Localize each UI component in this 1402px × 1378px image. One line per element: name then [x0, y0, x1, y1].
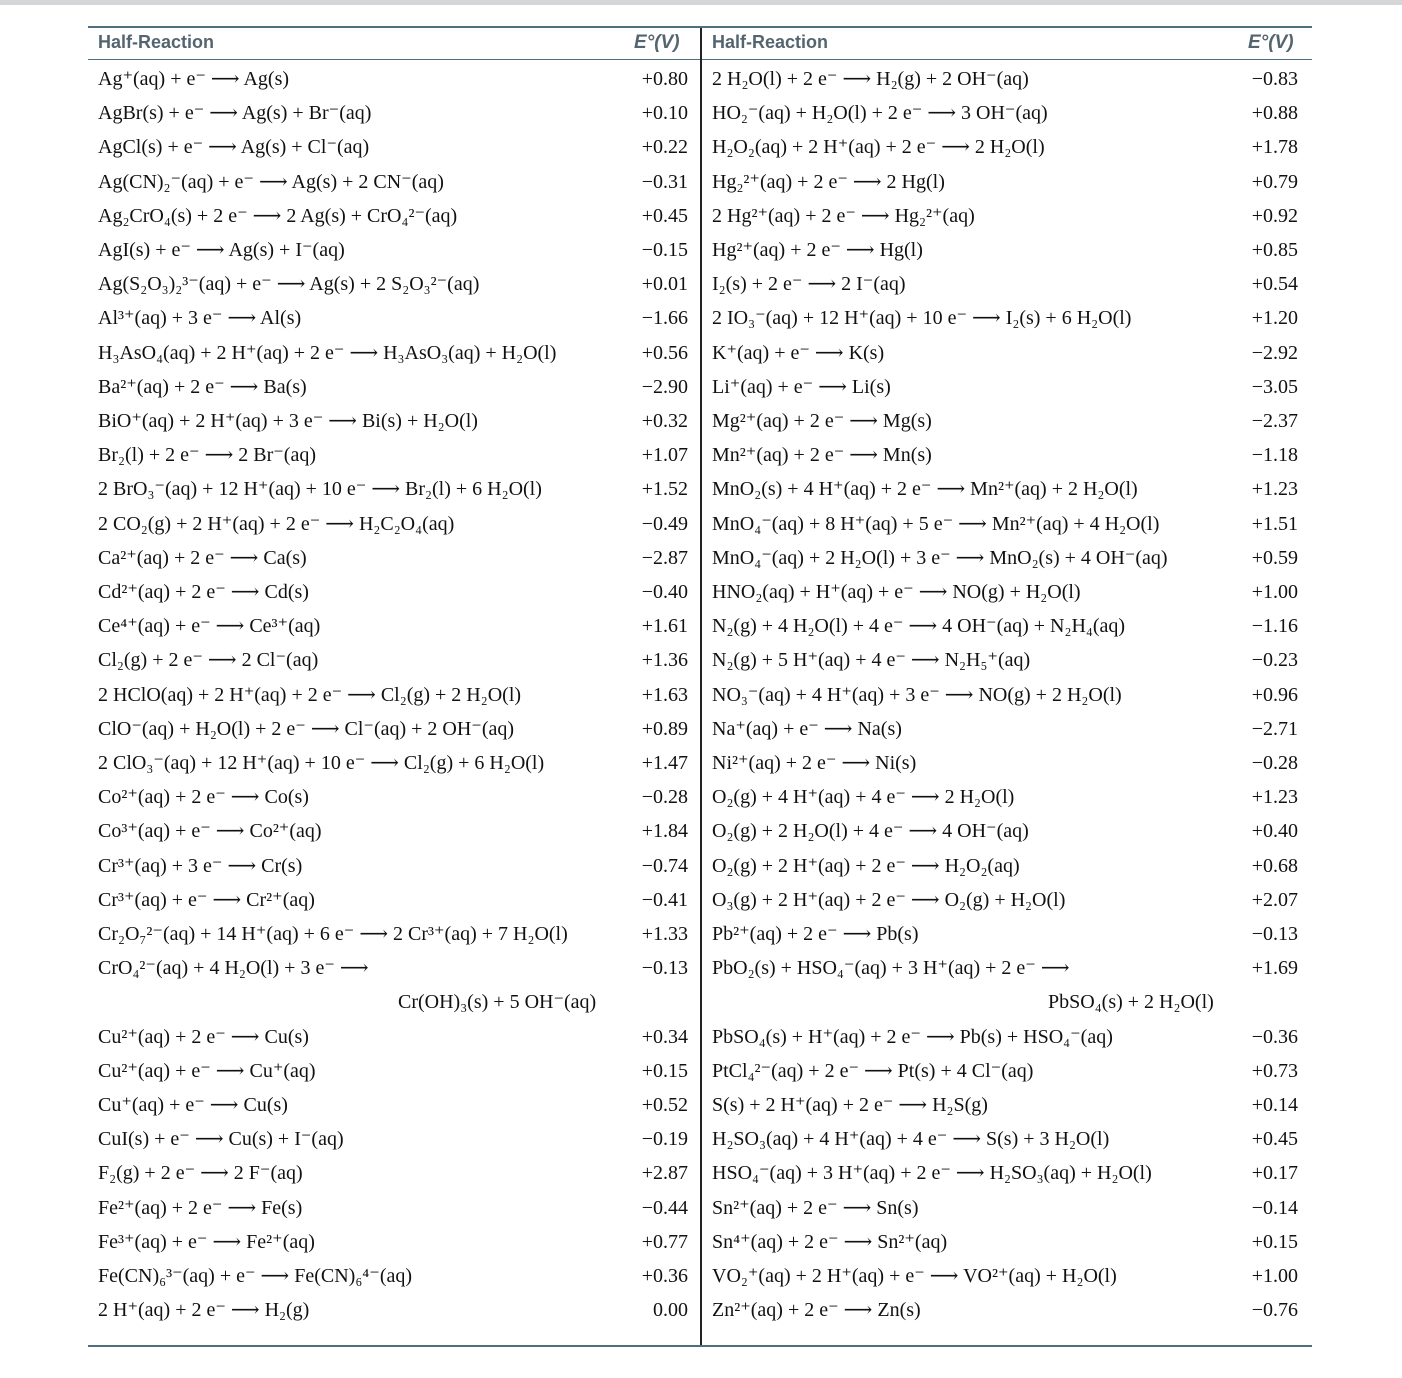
half-reaction: NO₃⁻(aq) + 4 H⁺(aq) + 3 e⁻ ⟶ NO(g) + 2 H₂O(l): [712, 683, 1122, 706]
standard-potential: +1.36: [641, 649, 688, 672]
half-reaction: Cl₂(g) + 2 e⁻ ⟶ 2 Cl⁻(aq): [98, 649, 319, 672]
standard-potential: −1.66: [641, 307, 688, 330]
standard-potential: −1.16: [1251, 615, 1298, 638]
header-half-reaction-left: Half-Reaction: [98, 32, 215, 52]
header-potential-left: E°(V): [634, 32, 680, 53]
standard-potential: +0.40: [1251, 820, 1298, 843]
half-reaction-continuation: Cr(OH)₃(s) + 5 OH⁻(aq): [398, 991, 597, 1014]
half-reaction: Cu²⁺(aq) + 2 e⁻ ⟶ Cu(s): [98, 1025, 309, 1048]
table-row: [88, 199, 1312, 233]
half-reaction: Co²⁺(aq) + 2 e⁻ ⟶ Co(s): [98, 786, 309, 809]
standard-potential: +1.69: [1251, 957, 1298, 980]
half-reaction: PbO₂(s) + HSO₄⁻(aq) + 3 H⁺(aq) + 2 e⁻ ⟶: [712, 957, 1070, 980]
table-row: [88, 472, 1312, 506]
standard-potential: −3.05: [1251, 375, 1298, 398]
half-reaction: H₃AsO₄(aq) + 2 H⁺(aq) + 2 e⁻ ⟶ H₃AsO₃(aq) + H₂O(l): [98, 341, 557, 364]
standard-potential: +0.77: [641, 1230, 688, 1253]
standard-potential: +1.78: [1251, 136, 1298, 159]
half-reaction: ClO⁻(aq) + H₂O(l) + 2 e⁻ ⟶ Cl⁻(aq) + 2 OH⁻(aq): [98, 717, 515, 740]
table-row: [88, 404, 1312, 438]
standard-potential: −0.14: [1251, 1196, 1298, 1219]
standard-potential: +0.01: [641, 273, 688, 296]
half-reaction: Al³⁺(aq) + 3 e⁻ ⟶ Al(s): [98, 307, 302, 330]
standard-potential: +0.89: [641, 717, 688, 740]
half-reaction: CrO₄²⁻(aq) + 4 H₂O(l) + 3 e⁻ ⟶: [98, 957, 369, 980]
standard-potential: −0.49: [641, 512, 688, 535]
half-reaction: 2 Hg²⁺(aq) + 2 e⁻ ⟶ Hg₂²⁺(aq): [712, 204, 975, 227]
standard-potential: +0.45: [1251, 1128, 1298, 1151]
standard-potential: −2.87: [641, 546, 688, 569]
standard-potential: −0.41: [641, 888, 688, 911]
standard-potential: −2.90: [641, 375, 688, 398]
table-row: [88, 1191, 1312, 1225]
standard-potential: +1.51: [1251, 512, 1298, 535]
standard-potential: +0.68: [1251, 854, 1298, 877]
table-row: [88, 130, 1312, 164]
half-reaction: Ba²⁺(aq) + 2 e⁻ ⟶ Ba(s): [98, 375, 307, 398]
half-reaction: AgBr(s) + e⁻ ⟶ Ag(s) + Br⁻(aq): [98, 102, 372, 125]
half-reaction: Cr³⁺(aq) + e⁻ ⟶ Cr²⁺(aq): [98, 888, 315, 911]
half-reaction: AgI(s) + e⁻ ⟶ Ag(s) + I⁻(aq): [98, 239, 345, 261]
standard-potential: −0.13: [641, 957, 688, 980]
standard-potential: +0.79: [1251, 170, 1298, 193]
top-strip: [0, 0, 1402, 5]
half-reaction: Fe³⁺(aq) + e⁻ ⟶ Fe²⁺(aq): [98, 1230, 315, 1253]
half-reaction: Ag₂CrO₄(s) + 2 e⁻ ⟶ 2 Ag(s) + CrO₄²⁻(aq): [98, 204, 458, 227]
half-reaction: H₂O₂(aq) + 2 H⁺(aq) + 2 e⁻ ⟶ 2 H₂O(l): [712, 136, 1045, 159]
half-reaction: PtCl₄²⁻(aq) + 2 e⁻ ⟶ Pt(s) + 4 Cl⁻(aq): [712, 1059, 1034, 1082]
half-reaction: S(s) + 2 H⁺(aq) + 2 e⁻ ⟶ H₂S(g): [712, 1094, 988, 1116]
half-reaction: VO₂⁺(aq) + 2 H⁺(aq) + e⁻ ⟶ VO²⁺(aq) + H₂O(l): [712, 1265, 1117, 1287]
standard-potential: −0.44: [641, 1196, 688, 1219]
table-row: [88, 62, 1312, 96]
half-reaction: 2 ClO₃⁻(aq) + 12 H⁺(aq) + 10 e⁻ ⟶ Cl₂(g) + 6 H₂O(l): [98, 752, 545, 774]
standard-potential: +0.96: [1251, 683, 1298, 706]
table-row: [88, 165, 1312, 199]
half-reaction: Br₂(l) + 2 e⁻ ⟶ 2 Br⁻(aq): [98, 444, 316, 467]
standard-potential: −0.40: [641, 581, 688, 603]
table-row: [88, 951, 1312, 1019]
half-reaction-continuation: PbSO₄(s) + 2 H₂O(l): [1048, 991, 1214, 1014]
half-reaction: Hg₂²⁺(aq) + 2 e⁻ ⟶ 2 Hg(l): [712, 170, 945, 193]
half-reaction: HSO₄⁻(aq) + 3 H⁺(aq) + 2 e⁻ ⟶ H₂SO₃(aq) + H₂O(l): [712, 1162, 1152, 1185]
half-reaction: 2 H₂O(l) + 2 e⁻ ⟶ H₂(g) + 2 OH⁻(aq): [712, 68, 1029, 90]
half-reaction: N₂(g) + 5 H⁺(aq) + 4 e⁻ ⟶ N₂H₅⁺(aq): [712, 649, 1031, 672]
table-row: [88, 1293, 1312, 1327]
standard-potential: +1.20: [1251, 307, 1298, 330]
standard-potential: +1.61: [641, 615, 688, 638]
standard-potential: −0.31: [641, 170, 688, 193]
half-reaction: Na⁺(aq) + e⁻ ⟶ Na(s): [712, 717, 902, 740]
table-row: [88, 96, 1312, 130]
standard-potential: 0.00: [653, 1299, 688, 1322]
half-reaction: O₂(g) + 4 H⁺(aq) + 4 e⁻ ⟶ 2 H₂O(l): [712, 786, 1015, 809]
standard-potential: −2.37: [1251, 410, 1298, 432]
table-row: [88, 609, 1312, 643]
table-row: [88, 336, 1312, 370]
half-reaction: Cr₂O₇²⁻(aq) + 14 H⁺(aq) + 6 e⁻ ⟶ 2 Cr³⁺(aq) + 7 H₂O(l): [98, 923, 568, 945]
half-reaction: O₃(g) + 2 H⁺(aq) + 2 e⁻ ⟶ O₂(g) + H₂O(l): [712, 888, 1066, 911]
standard-potential: +0.17: [1251, 1162, 1298, 1185]
half-reaction: 2 HClO(aq) + 2 H⁺(aq) + 2 e⁻ ⟶ Cl₂(g) + 2 H₂O(l): [98, 683, 522, 706]
standard-potential: +1.33: [641, 923, 688, 945]
table-row: [88, 883, 1312, 917]
standard-potential: +1.00: [1251, 581, 1298, 603]
half-reaction: HO₂⁻(aq) + H₂O(l) + 2 e⁻ ⟶ 3 OH⁻(aq): [712, 102, 1048, 125]
half-reaction: H₂SO₃(aq) + 4 H⁺(aq) + 4 e⁻ ⟶ S(s) + 3 H₂O(l): [712, 1128, 1110, 1151]
standard-potential: +2.87: [641, 1162, 688, 1185]
standard-potential: +0.52: [641, 1094, 688, 1116]
half-reaction: Ag(S₂O₃)₂³⁻(aq) + e⁻ ⟶ Ag(s) + 2 S₂O₃²⁻(aq): [98, 273, 480, 296]
standard-potential: +1.47: [641, 752, 688, 774]
half-reaction: Zn²⁺(aq) + 2 e⁻ ⟶ Zn(s): [712, 1299, 921, 1322]
standard-potential: −0.76: [1251, 1299, 1298, 1322]
standard-potential: +0.10: [641, 102, 688, 125]
half-reaction: MnO₂(s) + 4 H⁺(aq) + 2 e⁻ ⟶ Mn²⁺(aq) + 2 H₂O(l): [712, 478, 1138, 501]
half-reaction: Ni²⁺(aq) + 2 e⁻ ⟶ Ni(s): [712, 752, 917, 774]
standard-potential: +1.07: [641, 444, 688, 467]
standard-potential: +0.54: [1251, 273, 1298, 296]
table-row: [88, 1156, 1312, 1190]
half-reaction: Sn²⁺(aq) + 2 e⁻ ⟶ Sn(s): [712, 1196, 919, 1219]
table-row: [88, 917, 1312, 951]
standard-potential: +1.52: [641, 478, 688, 501]
table-row: [88, 849, 1312, 883]
half-reaction: Pb²⁺(aq) + 2 e⁻ ⟶ Pb(s): [712, 923, 919, 945]
standard-potential: +0.45: [641, 204, 688, 227]
half-reaction: Li⁺(aq) + e⁻ ⟶ Li(s): [712, 375, 891, 398]
table-row: [88, 1054, 1312, 1088]
standard-potential: +0.56: [641, 341, 688, 364]
half-reaction: Sn⁴⁺(aq) + 2 e⁻ ⟶ Sn²⁺(aq): [712, 1230, 948, 1253]
header-half-reaction-right: Half-Reaction: [712, 32, 829, 52]
table-row: [88, 575, 1312, 609]
half-reaction: 2 H⁺(aq) + 2 e⁻ ⟶ H₂(g): [98, 1299, 310, 1322]
half-reaction: N₂(g) + 4 H₂O(l) + 4 e⁻ ⟶ 4 OH⁻(aq) + N₂H₄(aq): [712, 615, 1126, 638]
half-reaction: 2 CO₂(g) + 2 H⁺(aq) + 2 e⁻ ⟶ H₂C₂O₄(aq): [98, 512, 455, 535]
standard-potential: +1.84: [641, 820, 688, 843]
half-reaction: MnO₄⁻(aq) + 2 H₂O(l) + 3 e⁻ ⟶ MnO₂(s) + 4 OH⁻(aq): [712, 546, 1168, 569]
standard-potential: +0.88: [1251, 102, 1298, 125]
table-row: [88, 1122, 1312, 1156]
half-reaction: Cu⁺(aq) + e⁻ ⟶ Cu(s): [98, 1094, 288, 1116]
standard-potential: +0.85: [1251, 239, 1298, 261]
half-reaction: Cr³⁺(aq) + 3 e⁻ ⟶ Cr(s): [98, 854, 303, 877]
standard-potential: −2.92: [1251, 341, 1298, 364]
half-reaction: I₂(s) + 2 e⁻ ⟶ 2 I⁻(aq): [712, 273, 906, 296]
table-row: [88, 370, 1312, 404]
standard-potential: −0.74: [641, 854, 688, 877]
table-row: [88, 301, 1312, 335]
half-reaction: Mg²⁺(aq) + 2 e⁻ ⟶ Mg(s): [712, 410, 932, 432]
standard-potential: +0.34: [641, 1025, 688, 1048]
standard-potential: −0.15: [641, 239, 688, 261]
table-row: [88, 746, 1312, 780]
standard-potential: +0.59: [1251, 546, 1298, 569]
standard-potential: +1.63: [641, 683, 688, 706]
table-row: [88, 678, 1312, 712]
half-reaction: Ag(CN)₂⁻(aq) + e⁻ ⟶ Ag(s) + 2 CN⁻(aq): [98, 170, 444, 193]
standard-potential: +0.15: [641, 1059, 688, 1082]
standard-potential: +1.23: [1251, 478, 1298, 501]
table-row: [88, 1259, 1312, 1293]
half-reaction: 2 IO₃⁻(aq) + 12 H⁺(aq) + 10 e⁻ ⟶ I₂(s) + 6 H₂O(l): [712, 307, 1132, 330]
table-row: [88, 267, 1312, 301]
table-row: [88, 1020, 1312, 1054]
standard-potential: −2.71: [1251, 717, 1298, 740]
standard-potential: +0.32: [641, 410, 688, 432]
half-reaction: Co³⁺(aq) + e⁻ ⟶ Co²⁺(aq): [98, 820, 322, 843]
standard-potential: −0.28: [641, 786, 688, 809]
standard-potential: −1.18: [1251, 444, 1298, 467]
standard-potential: +0.92: [1251, 204, 1298, 227]
standard-potential: +0.15: [1251, 1230, 1298, 1253]
standard-potential: +2.07: [1251, 888, 1298, 911]
table-row: [88, 780, 1312, 814]
half-reaction: Ag⁺(aq) + e⁻ ⟶ Ag(s): [98, 68, 290, 90]
standard-potential: +1.00: [1251, 1265, 1298, 1287]
half-reaction: 2 BrO₃⁻(aq) + 12 H⁺(aq) + 10 e⁻ ⟶ Br₂(l) + 6 H₂O(l): [98, 478, 542, 501]
standard-potential: +0.73: [1251, 1059, 1298, 1082]
half-reaction: PbSO₄(s) + H⁺(aq) + 2 e⁻ ⟶ Pb(s) + HSO₄⁻(aq): [712, 1025, 1113, 1048]
standard-potential: −0.23: [1251, 649, 1298, 672]
half-reaction: Ce⁴⁺(aq) + e⁻ ⟶ Ce³⁺(aq): [98, 615, 321, 638]
half-reaction: CuI(s) + e⁻ ⟶ Cu(s) + I⁻(aq): [98, 1128, 344, 1151]
half-reaction: Mn²⁺(aq) + 2 e⁻ ⟶ Mn(s): [712, 444, 932, 467]
half-reaction: Cd²⁺(aq) + 2 e⁻ ⟶ Cd(s): [98, 581, 309, 603]
table-row: [88, 643, 1312, 677]
table-row: [88, 438, 1312, 472]
standard-potential: +0.36: [641, 1265, 688, 1287]
half-reaction: HNO₂(aq) + H⁺(aq) + e⁻ ⟶ NO(g) + H₂O(l): [712, 581, 1081, 603]
half-reaction: Fe(CN)₆³⁻(aq) + e⁻ ⟶ Fe(CN)₆⁴⁻(aq): [98, 1265, 413, 1287]
table-row: [88, 1225, 1312, 1259]
half-reaction: F₂(g) + 2 e⁻ ⟶ 2 F⁻(aq): [98, 1162, 303, 1185]
half-reaction: AgCl(s) + e⁻ ⟶ Ag(s) + Cl⁻(aq): [98, 136, 370, 159]
table-row: [88, 507, 1312, 541]
header-potential-right: E°(V): [1248, 32, 1294, 53]
table-row: [88, 1088, 1312, 1122]
standard-potential: −0.13: [1251, 923, 1298, 945]
standard-potential: −0.28: [1251, 752, 1298, 774]
standard-potential: +1.23: [1251, 786, 1298, 809]
standard-potential: −0.83: [1251, 68, 1298, 90]
standard-potential: −0.19: [641, 1128, 688, 1151]
table-row: [88, 233, 1312, 267]
half-reaction: Hg²⁺(aq) + 2 e⁻ ⟶ Hg(l): [712, 239, 923, 261]
half-reaction: O₂(g) + 2 H₂O(l) + 4 e⁻ ⟶ 4 OH⁻(aq): [712, 820, 1029, 843]
half-reaction: K⁺(aq) + e⁻ ⟶ K(s): [712, 341, 885, 364]
half-reaction: MnO₄⁻(aq) + 8 H⁺(aq) + 5 e⁻ ⟶ Mn²⁺(aq) + 4 H₂O(l): [712, 512, 1160, 535]
standard-potential: −0.36: [1251, 1025, 1298, 1048]
standard-potential: +0.80: [641, 68, 688, 90]
half-reaction: Cu²⁺(aq) + e⁻ ⟶ Cu⁺(aq): [98, 1059, 316, 1082]
standard-potential: +0.14: [1251, 1094, 1298, 1116]
half-reaction: BiO⁺(aq) + 2 H⁺(aq) + 3 e⁻ ⟶ Bi(s) + H₂O(l): [98, 410, 478, 432]
half-reaction: Ca²⁺(aq) + 2 e⁻ ⟶ Ca(s): [98, 546, 307, 569]
standard-potential: +0.22: [641, 136, 688, 159]
half-reaction: O₂(g) + 2 H⁺(aq) + 2 e⁻ ⟶ H₂O₂(aq): [712, 854, 1020, 877]
table-bottom-rule: [88, 1345, 1312, 1347]
table-row: [88, 541, 1312, 575]
table-row: [88, 712, 1312, 746]
half-reaction: Fe²⁺(aq) + 2 e⁻ ⟶ Fe(s): [98, 1196, 303, 1219]
table-row: [88, 814, 1312, 848]
